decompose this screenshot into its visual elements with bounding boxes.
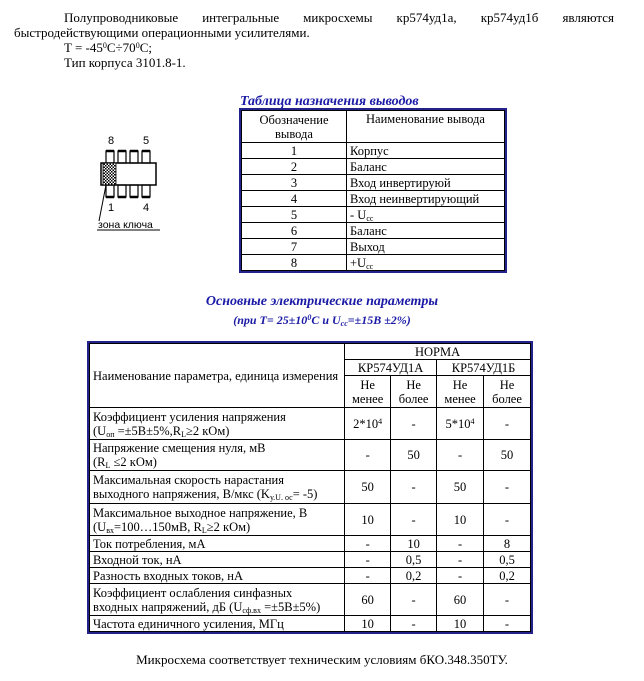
table-row: 7 Выход: [242, 239, 505, 255]
header-b-max: Не более: [484, 376, 531, 408]
header-pin: Обозначение вывода: [242, 111, 347, 143]
header-b-min: Не менее: [437, 376, 484, 408]
params-title: Основные электрические параметры: [205, 294, 439, 309]
pin-label-4: 4: [143, 202, 150, 214]
key-zone-hatch: [103, 163, 116, 185]
table-row: Напряжение смещения нуля, мВ ($R_L \le 2$ кОм) - 50 - 50: [90, 440, 531, 471]
key-zone-label: зона ключа: [98, 219, 153, 231]
table-row: 2 Баланс: [242, 159, 505, 175]
table-row: 6 Баланс: [242, 223, 505, 239]
table-row: 5 - $U_{cc}$: [242, 207, 505, 223]
params-conditions: (при $T= 25\pm 10^0C$ и $U_{cc}=\pm 15В \pm 2\%$): [233, 313, 411, 328]
intro-paragraph: Полупроводниковые интегральные микросхемы кр574уд1а, кр574уд1б являются быстродействующими операционными усилителями.: [14, 10, 614, 40]
pin-table: [241, 110, 505, 271]
package-type: Тип корпуса 3101.8-1.: [64, 55, 186, 70]
table-row: 1 Корпус: [242, 143, 505, 159]
params-header-row-1: [90, 344, 531, 360]
pin-table-title: Таблица назначения выводов: [240, 94, 419, 109]
footer-note: Микросхема соответствует техническим условиям бКО.348.350ТУ.: [136, 652, 508, 667]
pin-table-header: [242, 111, 505, 143]
header-name: Наименование вывода: [347, 111, 505, 143]
table-row: Ток потребления, мА - 10 - 8: [90, 536, 531, 552]
params-table: [89, 343, 531, 632]
header-param-name: Наименование параметра, единица измерения: [90, 344, 345, 408]
table-row: 8 $+U_{cc}$: [242, 255, 505, 271]
table-row: 4 Вход неинвертирующий: [242, 191, 505, 207]
table-row: Коэффициент усиления напряжения ($U_{оп} =\pm 5В\pm 5\%,R_L\ge 2$ кОм) $2*10^4$ - $5*10^4$ -: [90, 408, 531, 440]
package-diagram: [84, 132, 194, 232]
header-a-min: Не менее: [345, 376, 391, 408]
table-row: Частота единичного усиления, МГц 10 - 10 -: [90, 616, 531, 632]
table-row: Максимальная скорость нарастания выходного напряжения, В/мкс $(K_{у.U. ос}= -5)$ 50 - 50 -: [90, 471, 531, 504]
table-row: Разность входных токов, нА - 0,2 - 0,2: [90, 568, 531, 584]
table-row: 3 Вход инвертируюй: [242, 175, 505, 191]
header-norm: НОРМА: [345, 344, 531, 360]
pin-label-1: 1: [108, 202, 115, 214]
pin-label-5: 5: [143, 135, 150, 147]
top-pins: [106, 151, 150, 163]
table-row: Коэффициент ослабления синфазных входных напряжений, дБ $(U_{сф.вх} =\pm 5В\pm 5\%)$ 60 - 60 -: [90, 584, 531, 616]
header-variant-b: КР574УД1Б: [437, 360, 531, 376]
temperature-range: $T = -45^0C\div 70^0C$;: [64, 40, 152, 55]
header-variant-a: КР574УД1А: [345, 360, 437, 376]
table-row: Максимальное выходное напряжение, В ($U_{вх}=100\dots 150мВ$, $R_L\ge 2$ кОм) 10 - 10 -: [90, 504, 531, 536]
bottom-pins: [106, 185, 150, 197]
intro-block: [14, 10, 614, 70]
table-row: Входной ток, нА - 0,5 - 0,5: [90, 552, 531, 568]
header-a-max: Не более: [391, 376, 437, 408]
key-zone-leader: [99, 185, 106, 221]
pin-label-8: 8: [108, 135, 115, 147]
